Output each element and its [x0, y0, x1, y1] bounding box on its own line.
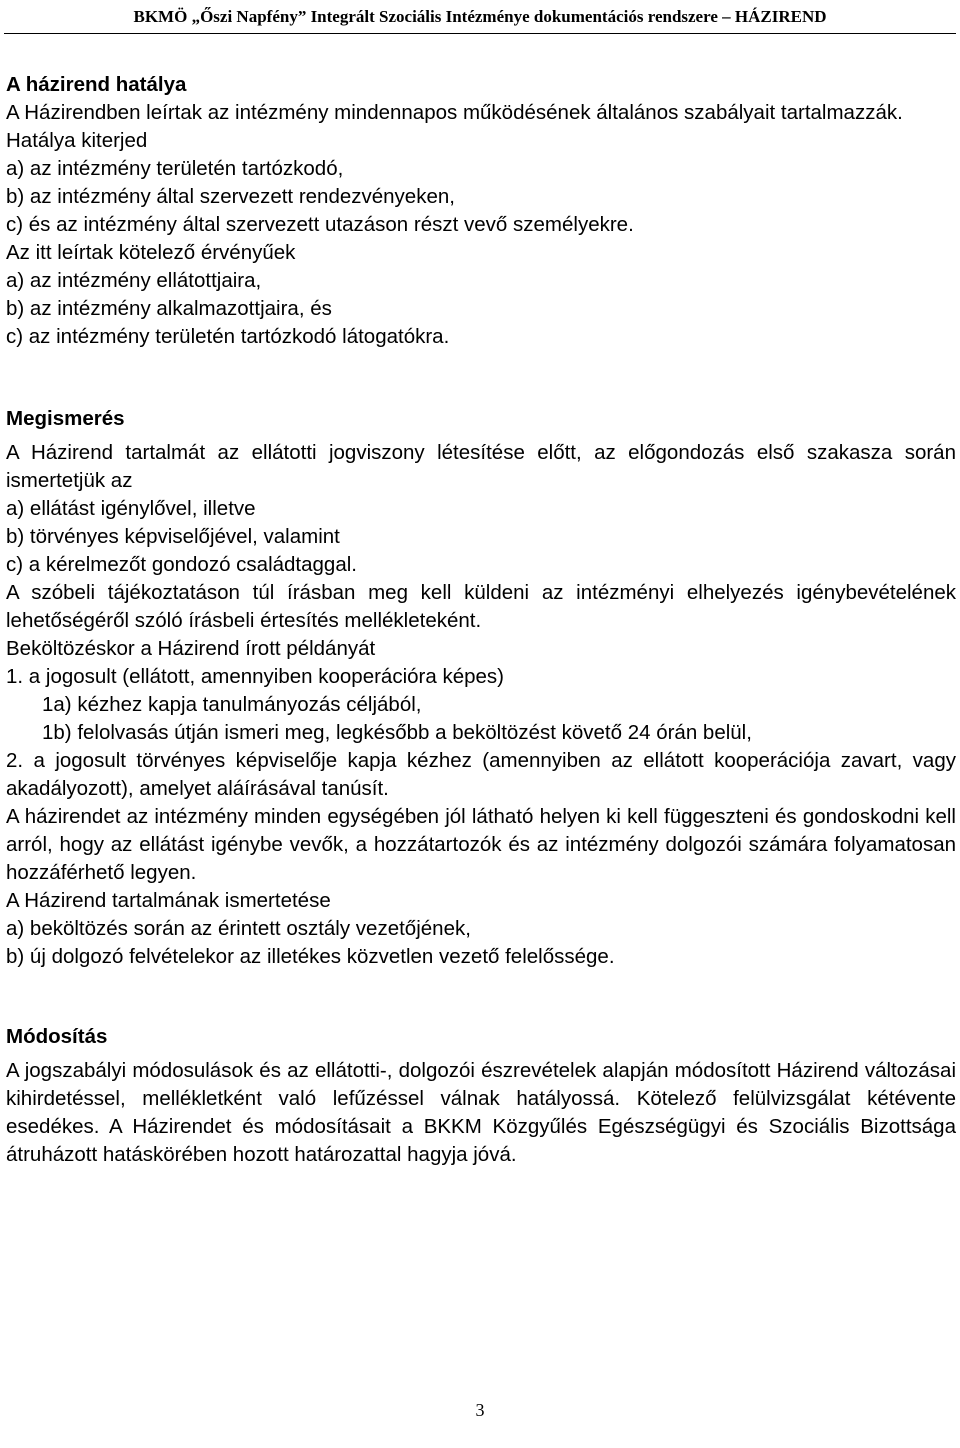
content-review-item: b) új dolgozó felvételekor az illetékes közvetlen vezető felelőssége.: [6, 945, 615, 968]
section-heading-modification: Módosítás: [6, 1025, 108, 1048]
moving-in-point-1: 1. a jogosult (ellátott, amennyiben kooperációra képes): [6, 665, 504, 688]
moving-in-title: Beköltözéskor a Házirend írott példányát: [6, 637, 376, 660]
scope-item: c) és az intézmény által szervezett utazáson részt vevő személyekre.: [6, 213, 634, 236]
written-notice-paragraph: A szóbeli tájékoztatáson túl írásban meg kell küldeni az intézményi elhelyezés igénybevételének lehetőségéről szóló írásbeli értesítés mellékleteként.: [6, 581, 956, 632]
scope-title: Hatálya kiterjed: [6, 129, 148, 152]
familiarization-item: b) törvényes képviselőjével, valamint: [6, 525, 340, 548]
section-heading-scope: A házirend hatálya: [6, 73, 187, 96]
page-number: 3: [475, 1400, 485, 1420]
section-heading-familiarization: Megismerés: [6, 407, 125, 430]
familiarization-item: a) ellátást igénylővel, illetve: [6, 497, 256, 520]
modification-paragraph: A jogszabályi módosulások és az ellátotti-, dolgozói észrevételek alapján módosított Házirend változásai kihirdetéssel, mellékletként való lefűzéssel válnak hatályossá. Kötelező felülvizsgálat kétévente esedékes. A Házirendet és módosításait a BKKM Közgyűlés Egészségügyi és Szociális Bizottsága átruházott hatáskörében hozott határozattal hagyja jóvá.: [6, 1059, 956, 1166]
binding-item: c) az intézmény területén tartózkodó látogatókra.: [6, 325, 450, 348]
scope-intro-paragraph: A Házirendben leírtak az intézmény mindennapos működésének általános szabályait tartalmazzák.: [6, 101, 903, 124]
binding-item: a) az intézmény ellátottjaira,: [6, 269, 262, 292]
document-body: [6, 71, 956, 1169]
scope-item: b) az intézmény által szervezett rendezvényeken,: [6, 185, 455, 208]
moving-in-point-2: 2. a jogosult törvényes képviselője kapja kézhez (amennyiben az ellátott kooperációja zavart, vagy akadályozott), amelyet aláírásával tanúsít.: [6, 749, 956, 800]
header-divider: [4, 33, 956, 34]
binding-item: b) az intézmény alkalmazottjaira, és: [6, 297, 332, 320]
binding-title: Az itt leírtak kötelező érvényűek: [6, 241, 296, 264]
content-review-title: A Házirend tartalmának ismertetése: [6, 889, 331, 912]
moving-in-point-1b: 1b) felolvasás útján ismeri meg, legkésőbb a beköltözést követő 24 órán belül,: [42, 721, 752, 744]
posting-paragraph: A házirendet az intézmény minden egységében jól látható helyen ki kell függeszteni és gondoskodni kell arról, hogy az ellátást igénybe vevők, a hozzátartozók és az intézmény dolgozói számára folyamatosan hozzáférhető legyen.: [6, 805, 956, 884]
content-review-item: a) beköltözés során az érintett osztály vezetőjének,: [6, 917, 471, 940]
scope-item: a) az intézmény területén tartózkodó,: [6, 157, 344, 180]
familiarization-item: c) a kérelmezőt gondozó családtaggal.: [6, 553, 357, 576]
familiarization-intro-paragraph: A Házirend tartalmát az ellátotti jogviszony létesítése előtt, az előgondozás első szakasza során ismertetjük az: [6, 441, 956, 492]
moving-in-point-1a: 1a) kézhez kapja tanulmányozás céljából,: [42, 693, 422, 716]
document-header: BKMÖ „Őszi Napfény” Integrált Szociális Intézménye dokumentációs rendszere – HÁZIREND: [133, 7, 827, 26]
